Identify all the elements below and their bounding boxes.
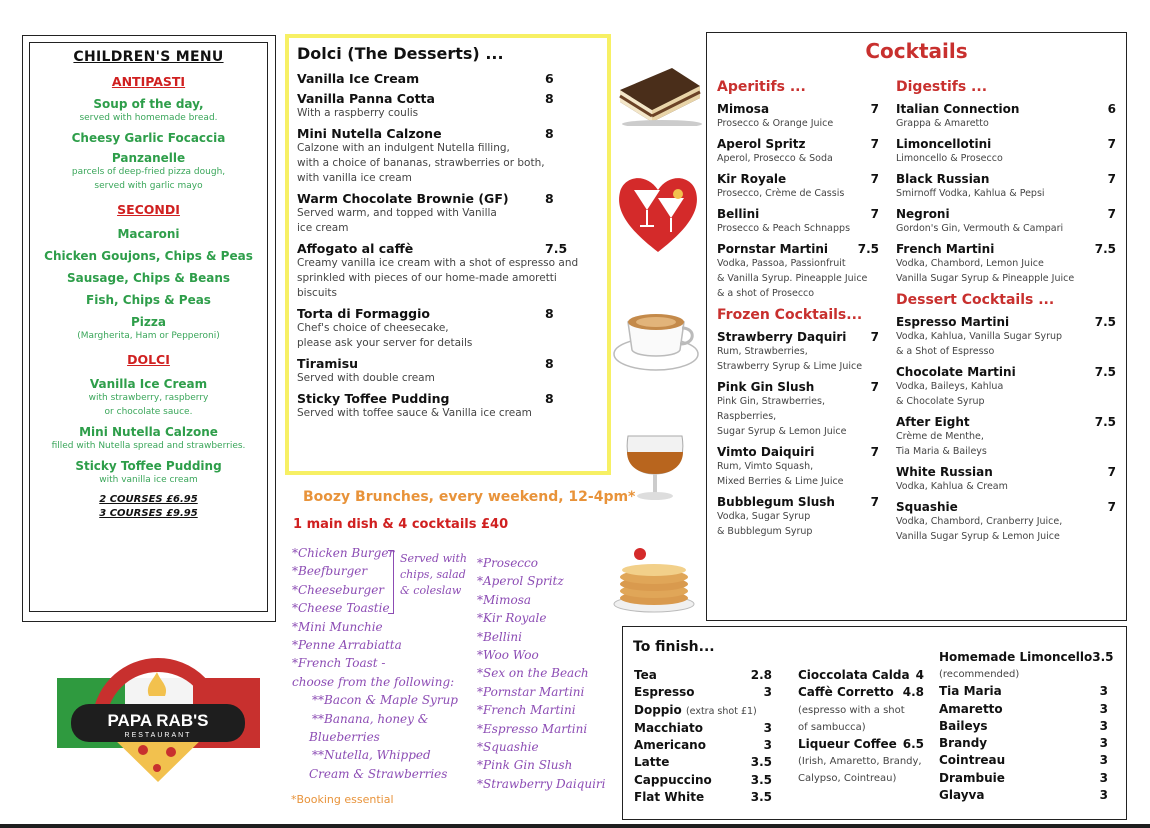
cocktail-desc: Tia Maria & Baileys bbox=[896, 446, 987, 457]
hot-drinks-column bbox=[634, 667, 772, 806]
kids-item-desc: with vanilla ice cream bbox=[99, 475, 198, 485]
dolci-item-desc: Served warm, and topped with Vanilla bbox=[297, 207, 497, 219]
drink-price: 3 bbox=[1099, 718, 1108, 733]
drink-sub: (espresso with a shot bbox=[798, 704, 905, 716]
cocktail-price: 7.5 bbox=[1094, 415, 1116, 429]
brunch-cocktail: *Pink Gin Slush bbox=[477, 758, 573, 773]
brunch-cocktail: *Pornstar Martini bbox=[477, 684, 585, 699]
drink-name: Brandy bbox=[939, 736, 988, 751]
drink-name: Cointreau bbox=[939, 753, 1006, 768]
cocktail-name: Black Russian bbox=[896, 172, 990, 186]
cocktails-menu bbox=[706, 32, 1127, 621]
dolci-item-desc: Served with double cream bbox=[297, 372, 435, 384]
brunch-cocktail: *Aperol Spritz bbox=[477, 574, 564, 589]
cocktails-title: Cocktails bbox=[865, 39, 968, 63]
cocktail-name: Limoncellotini bbox=[896, 137, 992, 151]
drink-price: 6.5 bbox=[902, 736, 924, 751]
cocktail-price: 7 bbox=[870, 172, 879, 186]
cocktail-price: 7.5 bbox=[857, 242, 879, 256]
cocktail-desc: Sugar Syrup & Lemon Juice bbox=[717, 426, 847, 437]
drink-price: 3 bbox=[763, 738, 772, 753]
cocktail-desc: Mixed Berries & Lime Juice bbox=[717, 476, 844, 487]
cocktail-name: French Martini bbox=[896, 242, 995, 256]
dolci-item-name: Tiramisu bbox=[297, 356, 359, 371]
cocktail-item bbox=[896, 415, 1116, 459]
drink-row bbox=[634, 702, 772, 720]
digestifs-heading: Digestifs ... bbox=[896, 79, 988, 95]
cocktail-price: 7 bbox=[1107, 172, 1116, 186]
cocktail-item bbox=[896, 365, 1116, 409]
cocktail-item bbox=[717, 380, 879, 439]
cocktail-desc: Prosecco, Crème de Cassis bbox=[717, 188, 845, 199]
drink-row bbox=[939, 787, 1108, 804]
cocktail-price: 7 bbox=[870, 445, 879, 459]
kids-item-desc: served with homemade bread. bbox=[79, 113, 218, 123]
cocktail-price: 7 bbox=[870, 102, 879, 116]
kids-menu-item: Vanilla Ice Cream bbox=[89, 377, 208, 391]
cocktail-desc: Vodka, Chambord, Cranberry Juice, bbox=[896, 516, 1063, 527]
pancakes-icon bbox=[610, 542, 698, 614]
dolci-menu bbox=[285, 34, 611, 475]
drink-row bbox=[634, 789, 772, 806]
brunch-main: *Cheeseburger bbox=[292, 582, 385, 597]
drink-sub: (Irish, Amaretto, Brandy, bbox=[798, 755, 922, 767]
drink-sub: of sambucca) bbox=[798, 721, 866, 733]
dolci-item-price: 8 bbox=[545, 306, 554, 321]
drink-row bbox=[939, 752, 1108, 769]
cocktail-price: 7 bbox=[1107, 207, 1116, 221]
cocktail-item bbox=[717, 495, 879, 539]
logo-topping bbox=[138, 745, 148, 755]
brunch-cocktail: *Kir Royale bbox=[477, 611, 547, 626]
kids-secondi-heading: SECONDI bbox=[117, 202, 180, 217]
logo-name: PAPA RAB'S bbox=[107, 711, 209, 730]
drink-price: 3.5 bbox=[750, 755, 772, 770]
cocktail-name: Strawberry Daquiri bbox=[717, 330, 847, 344]
cocktail-desc: Strawberry Syrup & Lime Juice bbox=[717, 361, 863, 372]
cocktail-name: Pornstar Martini bbox=[717, 242, 829, 256]
cocktail-price: 7 bbox=[870, 495, 879, 509]
kids-menu-item: Soup of the day, bbox=[93, 97, 204, 111]
cocktail-name: Negroni bbox=[896, 207, 950, 221]
drink-name: Tea bbox=[634, 668, 657, 682]
cocktail-desc: Rum, Strawberries, bbox=[717, 346, 808, 357]
cocktail-name: Aperol Spritz bbox=[717, 137, 806, 151]
cocktail-price: 7.5 bbox=[1094, 242, 1116, 256]
drink-price: 3 bbox=[1099, 788, 1108, 803]
brunch-cocktail: *Sex on the Beach bbox=[477, 666, 589, 681]
childrens-menu bbox=[29, 42, 268, 612]
logo-flame-icon bbox=[148, 672, 166, 696]
cocktail-desc: Vanilla Sugar Syrup & Lemon Juice bbox=[896, 531, 1060, 542]
drink-note: (extra shot £1) bbox=[685, 705, 757, 717]
cocktail-name: After Eight bbox=[896, 415, 970, 429]
cocktail-desc: Aperol, Prosecco & Soda bbox=[717, 153, 833, 164]
cocktail-name: Mimosa bbox=[717, 102, 770, 116]
dolci-item-price: 8 bbox=[545, 391, 554, 406]
booking-note: *Booking essential bbox=[291, 793, 394, 806]
drink-row bbox=[798, 736, 924, 753]
drink-name: Latte bbox=[634, 755, 670, 770]
dolci-item-desc: sprinkled with pieces of our home-made amoretti biscuits bbox=[297, 272, 557, 299]
drink-price: 4.8 bbox=[902, 685, 924, 700]
kids-menu-item: Fish, Chips & Peas bbox=[86, 293, 211, 307]
dolci-item bbox=[297, 356, 597, 386]
drink-price: 2.8 bbox=[750, 668, 772, 682]
kids-item-desc: (Margherita, Ham or Pepperoni) bbox=[77, 331, 220, 341]
cocktail-item bbox=[896, 172, 1116, 201]
drink-name: Homemade Limoncello bbox=[939, 650, 1093, 664]
dolci-item-name: Torta di Formaggio bbox=[297, 306, 430, 321]
brunch-served-with bbox=[400, 551, 470, 599]
dessert-cocktails-heading: Dessert Cocktails ... bbox=[896, 292, 1055, 308]
page-bottom-edge bbox=[0, 824, 1150, 828]
kids-menu-item: Panzanelle bbox=[111, 151, 186, 165]
logo-tagline: RESTAURANT bbox=[124, 732, 192, 739]
dolci-item bbox=[297, 91, 597, 121]
dolci-item bbox=[297, 126, 597, 186]
cocktail-item bbox=[896, 465, 1116, 494]
kids-price-two-courses: 2 COURSES £6.95 bbox=[99, 494, 198, 505]
drink-row bbox=[798, 684, 924, 701]
kids-menu-item: Chicken Goujons, Chips & Peas bbox=[44, 249, 253, 263]
dolci-item bbox=[297, 241, 597, 301]
brunch-main-option: **Nutella, Whipped bbox=[312, 748, 431, 763]
brunch-cocktail: *Strawberry Daiquiri bbox=[477, 776, 606, 791]
drink-row bbox=[939, 701, 1108, 718]
drink-name: Drambuie bbox=[939, 770, 1005, 785]
cocktail-price: 7 bbox=[1107, 465, 1116, 479]
kids-menu-item: Sticky Toffee Pudding bbox=[75, 459, 222, 473]
cocktail-item bbox=[896, 102, 1116, 131]
dolci-item-desc: please ask your server for details bbox=[297, 337, 473, 349]
drink-price: 3 bbox=[1099, 770, 1108, 785]
brunch-main: *Cheese Toastie bbox=[292, 601, 390, 616]
dolci-item-desc: Creamy vanilla ice cream with a shot of espresso and bbox=[297, 257, 579, 269]
brunch-main: *Mini Munchie bbox=[292, 619, 383, 634]
dolci-item-desc: Chef's choice of cheesecake, bbox=[297, 322, 449, 334]
cocktail-desc: Vodka, Sugar Syrup bbox=[717, 511, 811, 522]
served-with-line: Served with bbox=[400, 552, 468, 565]
drink-name: Macchiato bbox=[634, 720, 703, 735]
drink-row bbox=[939, 770, 1108, 787]
drink-sub: Calypso, Cointreau) bbox=[798, 772, 897, 784]
brunch-main: choose from the following: bbox=[292, 674, 455, 689]
kids-dolci-heading: DOLCI bbox=[127, 352, 170, 367]
dolci-item-price: 8 bbox=[545, 356, 554, 371]
drink-price: 3 bbox=[1099, 684, 1108, 699]
drink-name: Cappuccino bbox=[634, 772, 712, 787]
cocktail-name: Chocolate Martini bbox=[896, 365, 1016, 379]
cocktail-name: Italian Connection bbox=[896, 102, 1020, 116]
dolci-item bbox=[297, 306, 597, 351]
cocktail-desc: Prosecco & Peach Schnapps bbox=[717, 223, 851, 234]
cocktail-desc: Vodka, Passoa, Passionfruit bbox=[717, 258, 846, 269]
drink-row bbox=[634, 720, 772, 737]
cocktail-price: 6 bbox=[1107, 102, 1116, 116]
drink-price: 3.5 bbox=[750, 772, 772, 787]
heart-cocktail-icon bbox=[614, 168, 702, 254]
dolci-item-name: Vanilla Panna Cotta bbox=[297, 91, 435, 106]
drink-name: Baileys bbox=[939, 718, 988, 733]
cocktail-item bbox=[896, 500, 1116, 544]
cocktail-desc: & a Shot of Espresso bbox=[896, 346, 995, 357]
cocktail-item bbox=[896, 207, 1116, 236]
dolci-item-name: Mini Nutella Calzone bbox=[297, 126, 442, 141]
cocktail-item bbox=[717, 330, 879, 374]
kids-item-desc: or chocolate sauce. bbox=[104, 407, 193, 417]
logo-topping bbox=[166, 747, 176, 757]
brunch-cocktail: *Bellini bbox=[477, 629, 522, 644]
drink-row bbox=[634, 684, 772, 701]
drink-row bbox=[798, 667, 924, 684]
cocktail-item bbox=[896, 315, 1116, 359]
cocktail-name: Pink Gin Slush bbox=[717, 380, 815, 394]
brunch-cocktail: *Espresso Martini bbox=[477, 721, 588, 736]
dolci-item-desc: Calzone with an indulgent Nutella filling, bbox=[297, 142, 510, 154]
cocktail-item bbox=[717, 242, 879, 301]
brunch-main: *French Toast - bbox=[292, 656, 386, 671]
cocktail-desc: Smirnoff Vodka, Kahlua & Pepsi bbox=[896, 188, 1045, 199]
cocktail-name: White Russian bbox=[896, 465, 993, 479]
dolci-title: Dolci (The Desserts) ... bbox=[297, 44, 504, 63]
special-coffees-column bbox=[798, 667, 924, 787]
brunch-title: Boozy Brunches, every weekend, 12-4pm* bbox=[303, 489, 636, 505]
cocktail-price: 7.5 bbox=[1094, 365, 1116, 379]
drink-name: Tia Maria bbox=[939, 684, 1002, 699]
brandy-glass-icon bbox=[622, 430, 688, 504]
dolci-item-price: 6 bbox=[545, 71, 554, 86]
dolci-item-name: Sticky Toffee Pudding bbox=[297, 391, 450, 406]
dolci-item bbox=[297, 191, 597, 236]
drink-row bbox=[939, 683, 1108, 700]
drink-price: 3 bbox=[763, 685, 772, 700]
cocktail-desc: & Vanilla Syrup. Pineapple Juice bbox=[717, 273, 868, 284]
dolci-item bbox=[297, 71, 597, 86]
kids-price-three-courses: 3 COURSES £9.95 bbox=[99, 508, 198, 519]
drink-row bbox=[634, 772, 772, 789]
drink-name: Glayva bbox=[939, 788, 985, 803]
cocktail-price: 7 bbox=[870, 380, 879, 394]
served-with-line: chips, salad bbox=[400, 568, 466, 581]
kids-item-desc: parcels of deep-fried pizza dough, bbox=[71, 167, 226, 177]
dolci-item-price: 8 bbox=[545, 126, 554, 141]
kids-menu-item: Macaroni bbox=[117, 227, 180, 241]
drink-name: Cioccolata Calda bbox=[798, 668, 910, 682]
brunch-cocktail: *Woo Woo bbox=[477, 648, 539, 663]
liqueurs-column bbox=[939, 649, 1114, 804]
cocktail-item bbox=[717, 137, 879, 166]
drink-row bbox=[939, 735, 1108, 752]
dolci-item-desc: With a raspberry coulis bbox=[297, 107, 419, 119]
dolci-item-price: 7.5 bbox=[545, 241, 568, 256]
served-with-line: & coleslaw bbox=[400, 584, 462, 597]
drink-name: Espresso bbox=[634, 685, 695, 700]
dolci-item-name: Affogato al caffè bbox=[297, 241, 414, 256]
drink-name: Amaretto bbox=[939, 701, 1003, 716]
cocktail-desc: & a shot of Prosecco bbox=[717, 288, 815, 299]
cocktail-item bbox=[717, 172, 879, 201]
drink-name: Caffè Corretto bbox=[798, 685, 894, 700]
kids-antipasti-heading: ANTIPASTI bbox=[111, 74, 186, 89]
dolci-item-desc: Served with toffee sauce & Vanilla ice cream bbox=[297, 407, 532, 419]
cocktail-desc: Grappa & Amaretto bbox=[896, 118, 989, 129]
to-finish-title: To finish... bbox=[633, 639, 715, 655]
cocktail-item bbox=[717, 102, 879, 131]
cocktail-item bbox=[717, 207, 879, 236]
cocktail-desc: & Chocolate Syrup bbox=[896, 396, 985, 407]
drink-price: 3 bbox=[1099, 736, 1108, 751]
cocktail-name: Espresso Martini bbox=[896, 315, 1010, 329]
cocktail-desc: Vodka, Kahlua, Vanilla Sugar Syrup bbox=[896, 331, 1063, 342]
kids-menu-item: Cheesy Garlic Focaccia bbox=[71, 131, 226, 145]
brunch-main: *Chicken Burger bbox=[292, 546, 395, 560]
aperitifs-heading: Aperitifs ... bbox=[717, 79, 806, 95]
dolci-item-desc: ice cream bbox=[297, 222, 349, 234]
cocktail-name: Vimto Daiquiri bbox=[717, 445, 815, 459]
cocktail-item bbox=[896, 137, 1116, 166]
cocktail-item bbox=[896, 242, 1116, 286]
dolci-item-name: Vanilla Ice Cream bbox=[297, 71, 420, 86]
cocktail-desc: Limoncello & Prosecco bbox=[896, 153, 1003, 164]
cocktail-price: 7.5 bbox=[1094, 315, 1116, 329]
cocktail-desc: Vanilla Sugar Syrup & Pineapple Juice bbox=[896, 273, 1075, 284]
tiramisu-icon bbox=[612, 58, 704, 126]
cocktail-price: 7 bbox=[1107, 500, 1116, 514]
brunch-main: *Beefburger bbox=[292, 564, 368, 579]
cocktail-item bbox=[717, 445, 879, 489]
cocktail-price: 7 bbox=[870, 207, 879, 221]
brunch-cocktail: *Squashie bbox=[477, 740, 539, 755]
brunch-cocktail: *Mimosa bbox=[477, 592, 532, 607]
cocktail-desc: Crème de Menthe, bbox=[896, 431, 984, 442]
dolci-item-desc: with vanilla ice cream bbox=[297, 172, 412, 184]
childrens-menu-title: CHILDREN'S MENU bbox=[73, 49, 224, 65]
cocktail-name: Bellini bbox=[717, 207, 760, 221]
kids-menu-item: Mini Nutella Calzone bbox=[79, 425, 218, 439]
cocktail-price: 7 bbox=[1107, 137, 1116, 151]
brunch-subtitle: 1 main dish & 4 cocktails £40 bbox=[293, 517, 509, 532]
kids-menu-item: Pizza bbox=[131, 315, 166, 329]
drink-price: 3 bbox=[1099, 753, 1108, 768]
drink-row bbox=[634, 667, 772, 684]
kids-menu-item: Sausage, Chips & Beans bbox=[66, 271, 231, 285]
cocktail-price: 7 bbox=[870, 137, 879, 151]
cocktail-desc: Gordon's Gin, Vermouth & Campari bbox=[896, 223, 1064, 234]
logo-topping bbox=[153, 764, 161, 772]
cocktail-desc: Vodka, Baileys, Kahlua bbox=[896, 381, 1004, 392]
drink-sub: (recommended) bbox=[939, 669, 1020, 681]
cocktail-name: Squashie bbox=[896, 500, 958, 514]
kids-item-desc: served with garlic mayo bbox=[94, 181, 203, 191]
drink-name: Flat White bbox=[634, 790, 705, 805]
drink-name: Liqueur Coffee bbox=[798, 736, 897, 751]
brunch-cocktail: *French Martini bbox=[477, 703, 576, 718]
cocktails-right-column bbox=[896, 79, 1116, 550]
coffee-cup-icon bbox=[612, 292, 702, 382]
cocktail-desc: Vodka, Chambord, Lemon Juice bbox=[896, 258, 1044, 269]
cocktail-desc: Rum, Vimto Squash, bbox=[717, 461, 814, 472]
brunch-main-option: **Bacon & Maple Syrup bbox=[312, 693, 458, 708]
drink-row bbox=[939, 649, 1114, 666]
brunch-cocktail: *Prosecco bbox=[477, 556, 538, 570]
cocktail-desc: & Bubblegum Syrup bbox=[717, 526, 813, 537]
dolci-item bbox=[297, 391, 597, 421]
drink-price: 3 bbox=[763, 720, 772, 735]
dolci-item-price: 8 bbox=[545, 91, 554, 106]
frozen-heading: Frozen Cocktails... bbox=[717, 307, 863, 323]
cocktail-desc: Prosecco & Orange Juice bbox=[717, 118, 834, 129]
cocktail-name: Kir Royale bbox=[717, 172, 787, 186]
dolci-item-price: 8 bbox=[545, 191, 554, 206]
to-finish-menu bbox=[622, 626, 1127, 820]
brunch-cocktail-list bbox=[477, 554, 617, 793]
cocktails-left-column bbox=[717, 79, 879, 545]
drink-row bbox=[634, 737, 772, 754]
brunch-main: *Penne Arrabiatta bbox=[292, 638, 402, 653]
brunch-main-option: Cream & Strawberries bbox=[309, 766, 448, 781]
drink-price: 3.5 bbox=[750, 790, 772, 805]
papa-rabs-logo bbox=[57, 658, 260, 784]
cocktail-desc: Vodka, Kahlua & Cream bbox=[896, 481, 1008, 492]
kids-item-desc: with strawberry, raspberry bbox=[88, 393, 209, 403]
brunch-main-option: **Banana, honey & bbox=[312, 711, 429, 726]
dolci-item-name: Warm Chocolate Brownie (GF) bbox=[297, 191, 509, 206]
drink-name: Doppio bbox=[634, 702, 682, 717]
drink-row bbox=[634, 754, 772, 771]
brunch-bracket bbox=[388, 550, 394, 614]
cocktail-name: Bubblegum Slush bbox=[717, 495, 835, 509]
kids-item-desc: filled with Nutella spread and strawberries. bbox=[51, 441, 246, 451]
cocktail-price: 7 bbox=[870, 330, 879, 344]
drink-price: 3 bbox=[1099, 701, 1108, 716]
drink-price: 3.5 bbox=[1092, 650, 1114, 664]
brunch-main-option: Blueberries bbox=[309, 730, 380, 745]
drink-price: 4 bbox=[915, 668, 924, 682]
dolci-item-desc: with a choice of bananas, strawberries or both, bbox=[297, 157, 545, 169]
cocktail-desc: Pink Gin, Strawberries, Raspberries, bbox=[717, 396, 825, 422]
drink-name: Americano bbox=[634, 738, 706, 753]
drink-row bbox=[939, 718, 1108, 735]
